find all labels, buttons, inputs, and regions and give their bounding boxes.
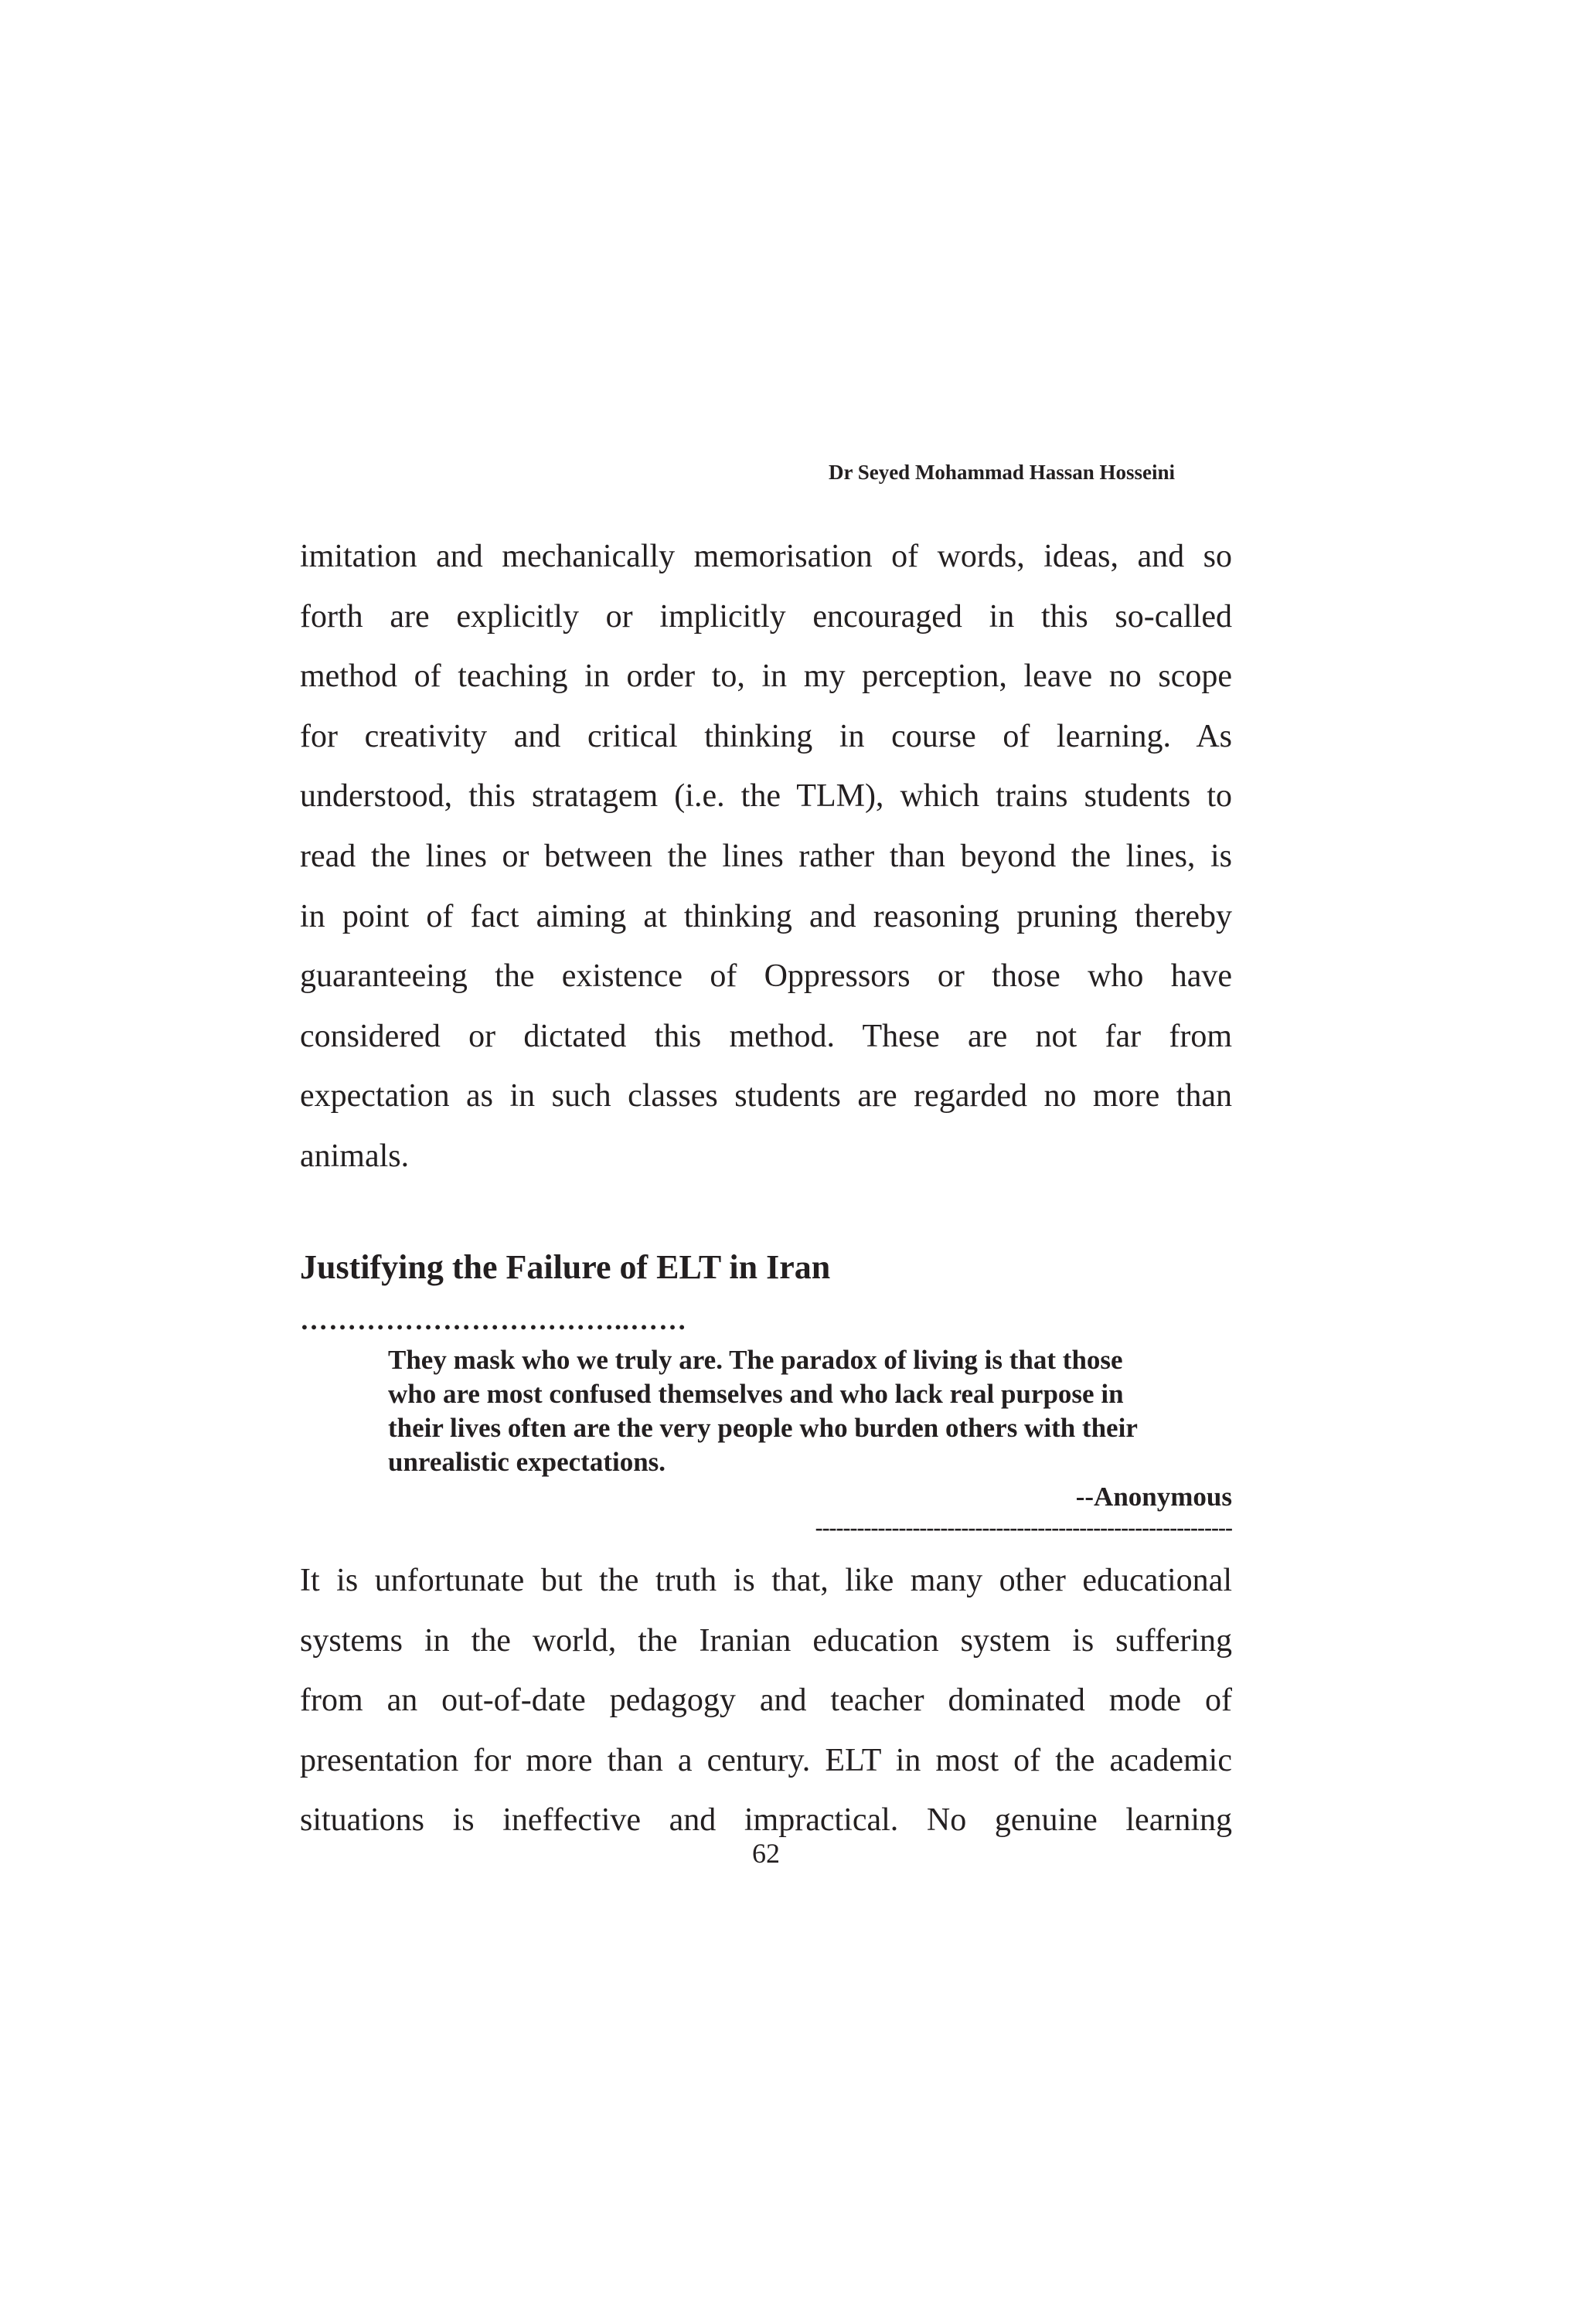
- body-paragraph-1: [300, 527, 1232, 1187]
- text-line: considered or dictated this method. These are not far from: [300, 1018, 1232, 1054]
- text-line: animals.: [300, 1138, 410, 1174]
- text-line: for creativity and critical thinking in course of learning. As: [300, 718, 1232, 754]
- body-paragraph-2: [300, 1551, 1232, 1851]
- epigraph-line: who are most confused themselves and who lack real purpose in: [388, 1379, 1124, 1409]
- text-line: imitation and mechanically memorisation of words, ideas, and so: [300, 539, 1232, 574]
- epigraph-quote: [388, 1343, 1232, 1479]
- dotted-rule: ……………………………..……: [300, 1305, 687, 1336]
- text-line: method of teaching in order to, in my perception, leave no scope: [300, 658, 1232, 695]
- text-line: read the lines or between the lines rather than beyond the lines, is: [300, 838, 1232, 874]
- text-line: forth are explicitly or implicitly encouraged in this so-called: [300, 598, 1232, 635]
- dashed-rule: ------------------------------------------------------------: [815, 1516, 1232, 1540]
- text-line: guaranteeing the existence of Oppressors or those who have: [300, 958, 1232, 995]
- text-line: understood, this stratagem (i.e. the TLM), which trains students to: [300, 778, 1232, 815]
- section-heading: Justifying the Failure of ELT in Iran: [300, 1248, 831, 1286]
- epigraph-line: their lives often are the very people who burden others with their: [388, 1413, 1138, 1443]
- epigraph-line: They mask who we truly are. The paradox of living is that those: [388, 1345, 1123, 1375]
- page-number: 62: [752, 1838, 780, 1869]
- text-line: systems in the world, the Iranian education system is suffering: [300, 1622, 1232, 1659]
- epigraph-line: unrealistic expectations.: [388, 1447, 666, 1477]
- text-line: expectation as in such classes students are regarded no more than: [300, 1078, 1232, 1114]
- text-line: It is unfortunate but the truth is that, like many other educational: [300, 1563, 1232, 1598]
- text-line: from an out-of-date pedagogy and teacher dominated mode of: [300, 1683, 1232, 1719]
- epigraph-attribution: --Anonymous: [1075, 1482, 1232, 1512]
- text-line: in point of fact aiming at thinking and reasoning pruning thereby: [300, 898, 1232, 934]
- running-header: Dr Seyed Mohammad Hassan Hosseini: [828, 461, 1175, 484]
- text-line: presentation for more than a century. ELT in most of the academic: [300, 1742, 1232, 1778]
- text-line: situations is ineffective and impractical. No genuine learning: [300, 1802, 1232, 1839]
